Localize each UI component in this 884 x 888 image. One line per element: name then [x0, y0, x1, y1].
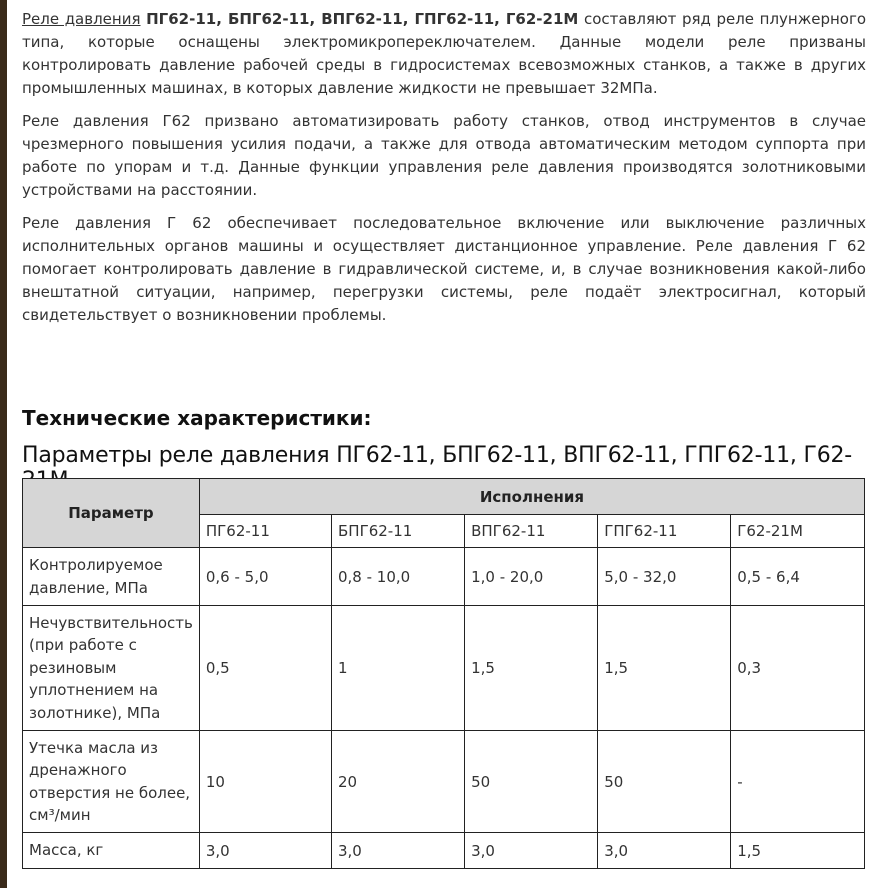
version-header: Г62-21М [731, 515, 865, 548]
table-cell: 3,0 [332, 833, 465, 869]
param-name: Контролируемое давление, МПа [23, 548, 200, 606]
pressure-relay-link[interactable]: Реле давления [22, 10, 141, 28]
intro-text [22, 8, 866, 337]
table-cell: 1 [332, 606, 465, 731]
table-row [23, 731, 865, 833]
table-cell: 3,0 [199, 833, 331, 869]
table-title: Параметры реле давления ПГ62-11, БПГ62-11, ВПГ62-11, ГПГ62-11, Г62- [22, 443, 853, 468]
table-row [23, 833, 865, 869]
intro-paragraph-3: Реле давления Г 62 обеспечивает последовательное включение или выключение различных исполнительных органов машины и осуществляет дистанционное управление. Реле давления Г 62 помогает контролировать давление в гидравлической системе, и, в случае возникновения какой-либо внештатной ситуации, например, перегрузки системы, реле подаёт электросигнал, который свидетельствует о возникновении проблемы. [22, 214, 866, 324]
table-row [23, 606, 865, 731]
table-cell: 1,5 [465, 606, 598, 731]
table-cell: 0,3 [731, 606, 865, 731]
versions-group-header: Исполнения [199, 479, 864, 515]
param-name: Утечка масла из дренажного отверстия не более, см³/мин [23, 731, 200, 833]
table-cell: 0,5 [199, 606, 331, 731]
table-cell: 1,5 [598, 606, 731, 731]
version-header: ГПГ62-11 [598, 515, 731, 548]
param-name: Нечувствительность (при работе с резиновым уплотнением на золотнике), МПа [23, 606, 200, 731]
table-cell: 0,8 - 10,0 [332, 548, 465, 606]
table-row [23, 548, 865, 606]
intro-paragraph-2: Реле давления Г62 призвано автоматизировать работу станков, отвод инструментов в случае чрезмерного повышения усилия подачи, а также для отвода автоматическим методом суппорта при работе по упорам и т.д. Данные функции управления реле давления производятся золотниковыми устройствами на расстоянии. [22, 112, 866, 199]
version-header: БПГ62-11 [332, 515, 465, 548]
version-header: ПГ62-11 [199, 515, 331, 548]
table-header-row [23, 479, 865, 515]
table-cell: 20 [332, 731, 465, 833]
intro-paragraph-1-text: составляют ряд реле плунжерного типа, которые оснащены электромикропереключателем. Данные модели реле призваны контролировать давление рабочей среды в гидросистемах всевозможных станков, а также в других промышленных машинах, в которых давление жидкости не превышает 32МПа. [22, 10, 867, 97]
table-cell: 10 [199, 731, 331, 833]
intro-paragraph-1 [22, 8, 866, 100]
table-cell: 1,5 [731, 833, 865, 869]
table-cell: 0,5 - 6,4 [731, 548, 865, 606]
table-cell: 0,6 - 5,0 [199, 548, 331, 606]
table-cell: 5,0 - 32,0 [598, 548, 731, 606]
version-header: ВПГ62-11 [465, 515, 598, 548]
table-cell: 50 [598, 731, 731, 833]
table-cell: - [731, 731, 865, 833]
left-border [0, 0, 7, 888]
table-cell: 50 [465, 731, 598, 833]
section-heading: Технические характеристики: [22, 406, 372, 430]
param-header: Параметр [23, 479, 200, 548]
model-list: ПГ62-11, БПГ62-11, ВПГ62-11, ГПГ62-11, Г62-21М [146, 10, 579, 28]
table-cell: 3,0 [465, 833, 598, 869]
table-cell: 3,0 [598, 833, 731, 869]
param-name: Масса, кг [23, 833, 200, 869]
table-cell: 1,0 - 20,0 [465, 548, 598, 606]
spec-table [22, 478, 865, 869]
